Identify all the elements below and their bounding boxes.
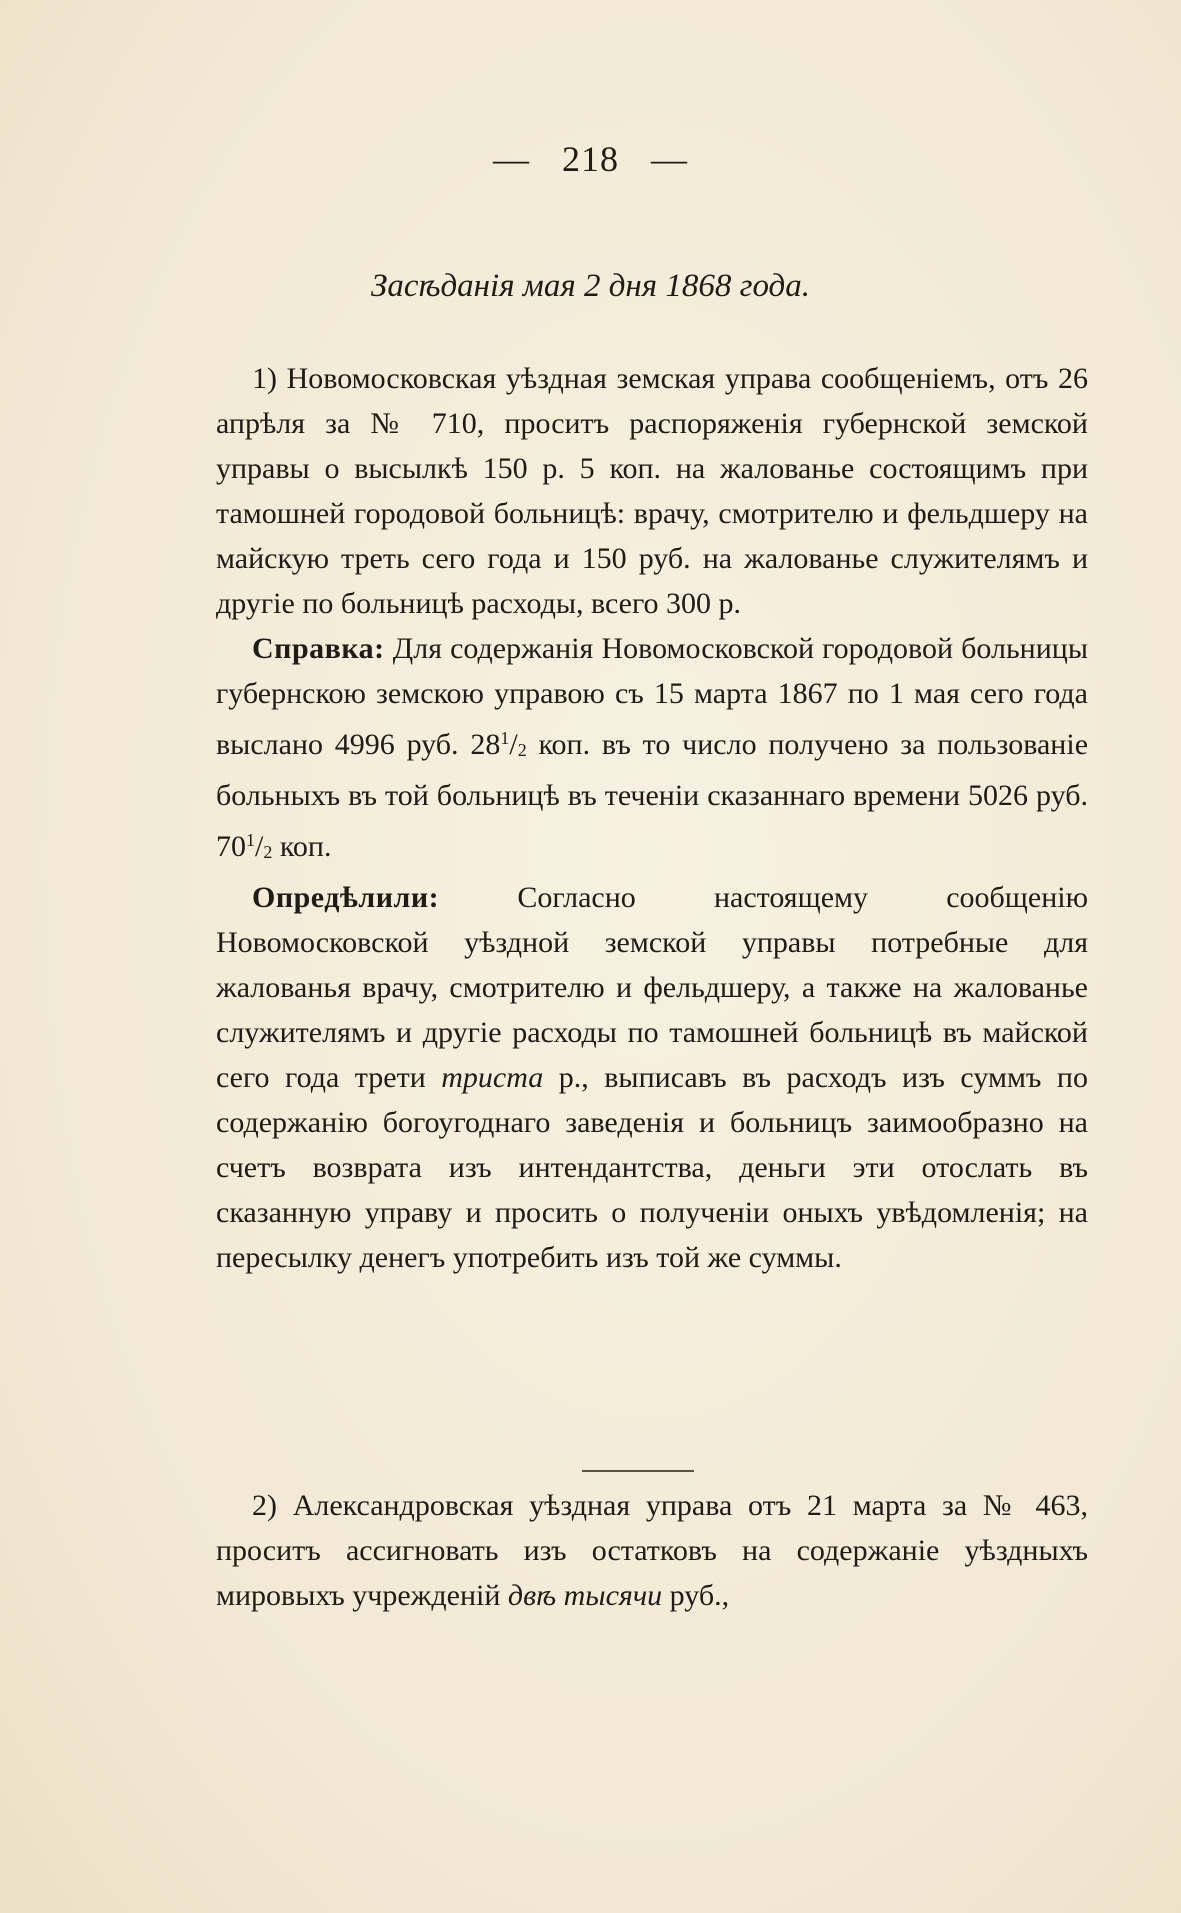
section-divider: [582, 1470, 694, 1472]
header-dash-left: —: [493, 139, 530, 179]
reference-text-end: коп.: [272, 830, 332, 863]
page-number: 218: [562, 139, 619, 179]
item-2-text-start: 2) Александровская уѣздная управа отъ 21 марта за № 463, проситъ ассигновать изъ остатковъ на содержаніе уѣздныхъ мировыхъ учрежденій: [216, 1489, 1088, 1612]
resolution-text-end: р., выписавъ въ расходъ изъ суммъ по содержанію богоугоднаго заведенія и больницъ заимообразно на счетъ возврата изъ интендантства, деньги эти отослать въ сказанную управу и просить о полученіи оныхъ увѣдомленія; на пересылку денегъ употребить изъ той же суммы.: [216, 1061, 1088, 1274]
resolution-text-start: Согласно настоящему сообщенію Новомосковской уѣздной земской управы потребные для жалованья врачу, смотрителю и фельдшеру, а также на жалованье служителямъ и другіе расходы по тамошней больницѣ въ майской сего года трети: [216, 881, 1088, 1094]
item-2: [216, 1483, 1088, 1618]
item-2-amount: двѣ тысячи: [507, 1579, 663, 1612]
resolution-label: Опредѣлили:: [252, 881, 440, 914]
item-2-request: [216, 1483, 1088, 1618]
header-dash-right: —: [651, 139, 688, 179]
resolution-amount: триста: [441, 1061, 544, 1094]
fraction-numerator: 1: [246, 830, 255, 850]
item-1-request: 1) Новомосковская уѣздная земская управа сообщеніемъ, отъ 26 апрѣля за № 710, проситъ распоряженія губернской земской управы о высылкѣ 150 р. 5 коп. на жалованье состоящимъ при тамошней городовой больницѣ: врачу, смотрителю и фельдшеру на майскую треть сего года и 150 руб. на жалованье служителямъ и другіе по больницѣ расходы, всего 300 р.: [216, 362, 1088, 620]
reference-text-start: Для содержанія Новомосковской городовой больницы губернскою земскою управою съ 15 марта 1867 по 1 мая сего года выслано 4996 руб. 28: [216, 632, 1088, 761]
item-1-reference: Справка: Для содержанія Новомосковской городовой больницы губернскою земскою управою съ 15 марта 1867 по 1 мая сего года выслано 4996 руб. $28^1/_2$ коп. въ то число получено за пользованіе больныхъ въ той больницѣ въ теченіи сказаннаго времени 5026 руб. $70^1/_2$ коп.: [216, 632, 1089, 863]
page-header: [0, 138, 1181, 180]
fraction-numerator: 1: [500, 728, 510, 748]
item-2-text-end: руб.,: [662, 1579, 730, 1612]
item-1-resolution: [216, 875, 1088, 1280]
reference-text-middle: коп. въ то число получено за пользованіе больныхъ въ той больницѣ въ теченіи сказаннаго времени 5026 руб. 70: [216, 728, 1089, 863]
fraction-denominator: 2: [517, 740, 527, 760]
fraction-denominator: 2: [263, 842, 273, 862]
reference-label: Справка:: [252, 632, 385, 665]
session-title: Засѣданія мая 2 дня 1868 года.: [370, 268, 810, 304]
item-1: [216, 356, 1088, 1280]
